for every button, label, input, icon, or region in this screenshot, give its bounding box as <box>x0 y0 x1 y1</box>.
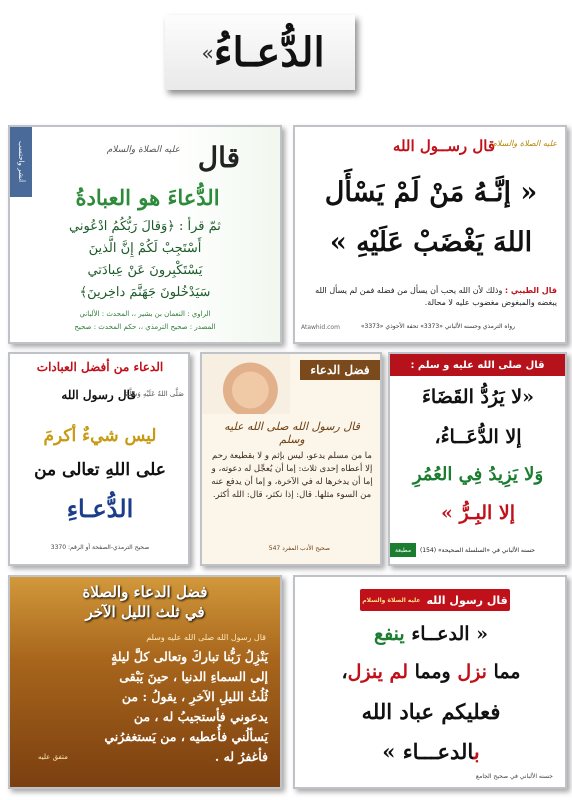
card2-header: قال رســول الله <box>392 137 495 155</box>
card5-line-2-text: إلا الدُّعَــاءُ، <box>434 426 522 448</box>
card6-line-2: إلى السماءِ الدنيا ، حينَ يَبْقى <box>119 669 268 684</box>
card3-said: قال رسول الله <box>61 388 136 402</box>
card6-header-1: فضل الدعاء والصلاة <box>82 583 208 601</box>
card4-header-ribbon <box>300 360 380 380</box>
card7-line-2-a: مما <box>486 661 521 683</box>
card-nothing-more-honored <box>8 352 190 566</box>
verse-line-2: أَسْتَجِبْ لَكُمْ إِنَّ الَّذينَ <box>88 241 202 256</box>
site-logo: Atawhid.com <box>301 324 340 331</box>
card4-source: صحيح الأدب المفرد 547 <box>268 545 330 552</box>
verse-line-4: سَيَدْخُلونَ جَهَنَّمَ داخِرينَ﴾ <box>79 285 211 300</box>
card-who-does-not-ask <box>293 125 567 344</box>
card-virtue-of-dua <box>200 352 382 566</box>
card5-tag <box>390 543 416 557</box>
narrator-line: الراوي : النعمان بن بشير ،، المحدث : الألباني <box>79 310 211 318</box>
card5-header-bar <box>390 354 565 376</box>
card3-signature: صَلَّى اللهُ عَلَيْهِ وَسَلَّمَ <box>124 390 184 398</box>
share-tag-text: أنشر واحتسب <box>17 141 25 183</box>
said-word: قال <box>197 141 240 174</box>
page-title-box <box>165 15 355 90</box>
hadith-line-2: اللهَ يَغْضَبْ عَلَيْهِ » <box>329 227 533 258</box>
card3-line-2: على اللهِ تعالى من <box>34 460 166 480</box>
card7-line-4-a: ب <box>473 739 480 764</box>
card7-header: قال رسول الله <box>426 593 508 607</box>
card7-line-2 <box>305 661 557 683</box>
card5-line-2 <box>393 426 563 448</box>
commentary-label: قال الطيبي : <box>504 286 557 295</box>
card7-line-1 <box>305 623 557 645</box>
card2-signature: عليه الصلاة والسلام <box>491 139 557 148</box>
card2-source: رواه الترمذي وحسنه الألباني «3373» تحفة الأحوذي «3373» <box>360 323 515 330</box>
card6-header-2: في ثلث الليل الآخر <box>85 603 205 621</box>
card7-line-2-e: ، <box>341 661 348 683</box>
card5-line-4: إلا البِـرُّ » <box>440 502 516 524</box>
card5-tag-text: مطبعة <box>394 546 412 554</box>
share-tag <box>10 127 32 197</box>
card6-line-6: فأغفرُ له . <box>214 749 268 764</box>
card5-line-3: وَلا يَزِيدُ فِي العُمُرِ <box>412 464 544 485</box>
card7-header-banner <box>360 589 510 611</box>
verse-line-3: يَسْتَكْبِرونَ عَنْ عِبادَتي <box>87 263 203 278</box>
card3-header: الدعاء من أفضل العبادات <box>36 360 164 374</box>
card3-line-1: ليس شيءٌ أكرمَ <box>43 426 157 446</box>
card7-line-2-c: ومما <box>407 661 458 683</box>
card7-source: حسنه الألباني في صحيح الجامع <box>475 773 553 780</box>
source-line: المصدر : صحيح الترمذي ،، حكم المحدث : صحيح <box>74 323 216 331</box>
card3-line-3: الدُّعـاءِ <box>66 494 134 523</box>
card-dua-is-worship <box>8 125 282 344</box>
commentary <box>305 285 557 309</box>
card5-header: قال صلى الله عليه و سلم : <box>410 359 545 371</box>
card-dua-benefits <box>293 575 567 789</box>
card6-line-4: يدعوني فأستجيبُ له ، من <box>133 709 268 724</box>
card5-line-1: «لا يَرُدُّ القَضَاءَ <box>421 386 535 408</box>
card7-line-1-a: « الدعــاء <box>404 623 489 645</box>
card-last-third-of-night <box>8 575 282 789</box>
verse-line-1: ثمّ قرأ : ﴿وَقالَ رَبُّكُمُ ادْعُوني <box>69 219 221 234</box>
card4-body: ما من مسلم يدعو، ليس بإثم و لا بقطيعة رحم إلا أعطاه إحدى ثلاث: إما أن يُعجِّل له دعوته، و إما أن يدخرها له في الآخرة، و إما أن يدفع عنه من السوء مثلها. قال: إذا نكثر، قال: الله أكثر. <box>211 451 373 500</box>
card6-line-3: ثُلُثُ الليلِ الآخرِ ، يقولُ : من <box>121 689 268 704</box>
commentary-text: وذلك لأن الله يحب أن يسأل من فضله فمن لم يسأل الله يبغضه والمبغوض مغضوب عليه لا محالة. <box>315 286 557 307</box>
card7-line-2-d: لم ينزل <box>347 661 408 683</box>
prophet-signature: عليه الصلاة والسلام <box>106 145 180 155</box>
dua-headline: الدُّعاءَ هو العبادةُ <box>75 185 220 210</box>
card4-said: قال رسول الله صلى الله عليه وسلم <box>224 420 360 446</box>
card7-line-2-b: نزل <box>457 661 487 683</box>
card3-source: صحيح الترمذي-الصفحة أو الرقم: 3370 <box>50 544 150 551</box>
card6-line-5: يَسألُني فأُعطيه ، من يَستغفرُني <box>104 729 268 744</box>
card-only-dua-repels-decree <box>388 352 567 566</box>
card6-source: متفق عليه <box>38 753 68 761</box>
card7-line-1-b: ينفع <box>373 623 405 645</box>
card6-said: قال رسول الله صلى الله عليه وسلم <box>146 633 266 642</box>
card7-line-3: فعليكم عباد الله <box>361 699 501 724</box>
page-title: الدُّعـاءُ <box>213 29 325 76</box>
card5-source: حسنه الألباني في «السلسلة الصحيحة» (154) <box>419 547 535 554</box>
hadith-line-1: « إنَّـهُ مَنْ لَمْ يَسْأَل <box>324 177 538 208</box>
card6-line-1: يَنْزِلُ رَبُّنا تباركَ وتعالى كلَّ ليلةٍ <box>111 649 268 664</box>
card7-line-4 <box>305 739 557 764</box>
title-quote-mark: » <box>201 40 214 65</box>
card4-header: فضل الدعاء <box>310 363 370 377</box>
card7-line-4-b: الدعـــاء » <box>382 739 474 764</box>
card7-signature: عليه الصلاة والسلام <box>362 596 421 604</box>
praying-hands-image <box>202 354 290 414</box>
